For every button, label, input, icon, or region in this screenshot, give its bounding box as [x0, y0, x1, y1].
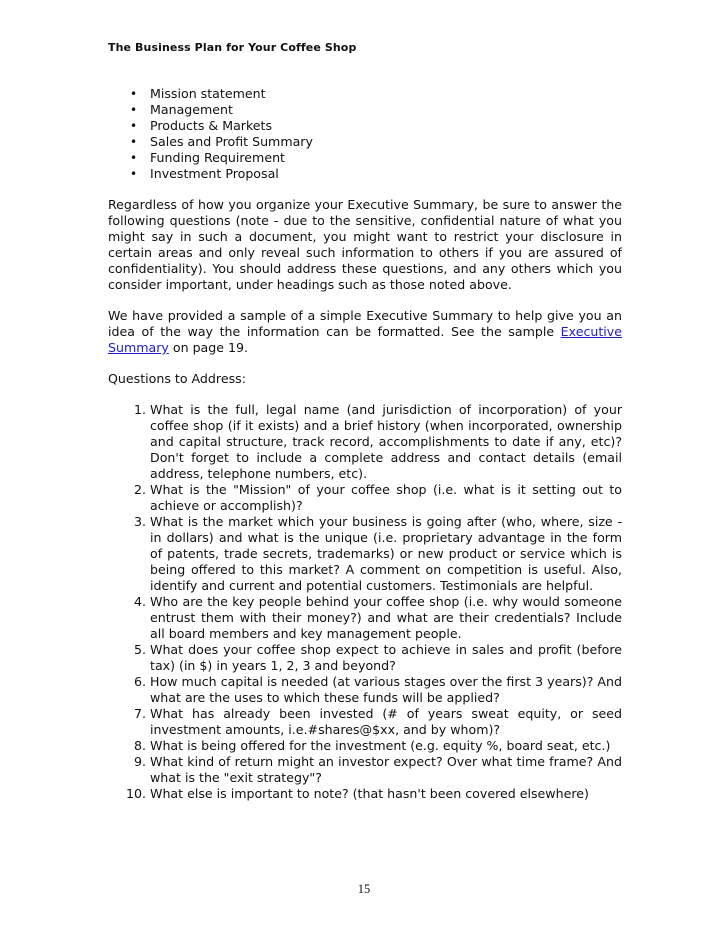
- list-item-text: Investment Proposal: [150, 166, 279, 181]
- question-text: What has already been invested (# of years sweat equity, or seed investment amounts, i.e.#shares@$xx, and by whom)?: [150, 706, 622, 737]
- bullet-icon: •: [130, 87, 138, 101]
- question-number: 6.: [133, 674, 146, 689]
- sample-paragraph: [108, 308, 622, 356]
- list-item-text: Products & Markets: [150, 118, 273, 133]
- question-number: 4.: [133, 594, 146, 609]
- question-item: [108, 402, 622, 482]
- list-item-text: Sales and Profit Summary: [150, 134, 313, 149]
- question-item: [108, 706, 622, 738]
- question-item: [108, 754, 622, 786]
- list-item: [108, 86, 622, 102]
- question-text: What does your coffee shop expect to achieve in sales and profit (before tax) (in $) in years 1, 2, 3 and beyond?: [150, 642, 622, 673]
- organize-paragraph: Regardless of how you organize your Executive Summary, be sure to answer the following questions (note - due to the sensitive, confidential nature of what you might say in such a document, you might want to restrict your disclosure in certain areas and only reveal such information to others if you are assured of confidentiality). You should address these questions, and any others which you consider important, under headings such as those noted above.: [108, 197, 622, 292]
- question-number: 7.: [133, 706, 146, 721]
- questions-heading: Questions to Address:: [108, 371, 246, 386]
- question-item: [108, 514, 622, 594]
- question-number: 9.: [133, 754, 146, 769]
- question-text: How much capital is needed (at various stages over the first 3 years)? And what are the uses to which these funds will be applied?: [150, 674, 622, 705]
- list-item: [108, 134, 622, 150]
- question-number: 1.: [133, 402, 146, 417]
- question-text: What is the full, legal name (and jurisdiction of incorporation) of your coffee shop (if it exists) and a brief history (when incorporated, ownership and capital structure, track record, accomplishments to date if any, etc)? Don't forget to include a complete address and contact details (email address, telephone numbers, etc).: [150, 402, 622, 481]
- bullet-icon: •: [130, 135, 138, 149]
- bullet-icon: •: [130, 151, 138, 165]
- question-text: What is the market which your business is going after (who, where, size -in dollars) and what is the unique (i.e. proprietary advantage in the form of patents, trade secrets, trademarks) or new product or service which is being offered to this market? A comment on competition is useful. Also, identify and current and potential customers. Testimonials are helpful.: [150, 514, 622, 593]
- list-item: [108, 166, 622, 182]
- question-item: [108, 738, 622, 754]
- list-item: [108, 150, 622, 166]
- question-number: 2.: [133, 482, 146, 497]
- question-number: 5.: [133, 642, 146, 657]
- question-item: [108, 674, 622, 706]
- question-text: What else is important to note? (that hasn't been covered elsewhere): [150, 786, 589, 801]
- summary-sections-list: [108, 86, 622, 182]
- question-number: 8.: [133, 738, 146, 753]
- question-item: [108, 482, 622, 514]
- question-number: 3.: [133, 514, 146, 529]
- list-item: [108, 118, 622, 134]
- executive-summary-link[interactable]: Executive Summary: [108, 324, 622, 355]
- bullet-icon: •: [130, 103, 138, 117]
- question-item: [108, 642, 622, 674]
- list-item-text: Management: [150, 102, 233, 117]
- list-item: [108, 102, 622, 118]
- question-item: [108, 786, 622, 802]
- bullet-icon: •: [130, 119, 138, 133]
- list-item-text: Mission statement: [150, 86, 266, 101]
- questions-list: [108, 402, 622, 802]
- question-number: 10.: [125, 786, 146, 801]
- question-text: What kind of return might an investor expect? Over what time frame? And what is the "exit strategy"?: [150, 754, 622, 785]
- question-item: [108, 594, 622, 642]
- bullet-icon: •: [130, 167, 138, 181]
- sample-text-before: We have provided a sample of a simple Executive Summary to help give you an idea of the way the information can be formatted. See the sample: [108, 308, 622, 339]
- question-text: Who are the key people behind your coffee shop (i.e. why would someone entrust them with their money?) and what are their credentials? Include all board members and key management people.: [150, 594, 622, 641]
- running-header: The Business Plan for Your Coffee Shop: [108, 41, 357, 54]
- list-item-text: Funding Requirement: [150, 150, 285, 165]
- page-content: [108, 86, 622, 802]
- question-text: What is being offered for the investment (e.g. equity %, board seat, etc.): [150, 738, 611, 753]
- page-number: 15: [357, 882, 371, 896]
- question-text: What is the "Mission" of your coffee shop (i.e. what is it setting out to achieve or accomplish)?: [150, 482, 622, 513]
- sample-text-after: on page 19.: [168, 340, 249, 355]
